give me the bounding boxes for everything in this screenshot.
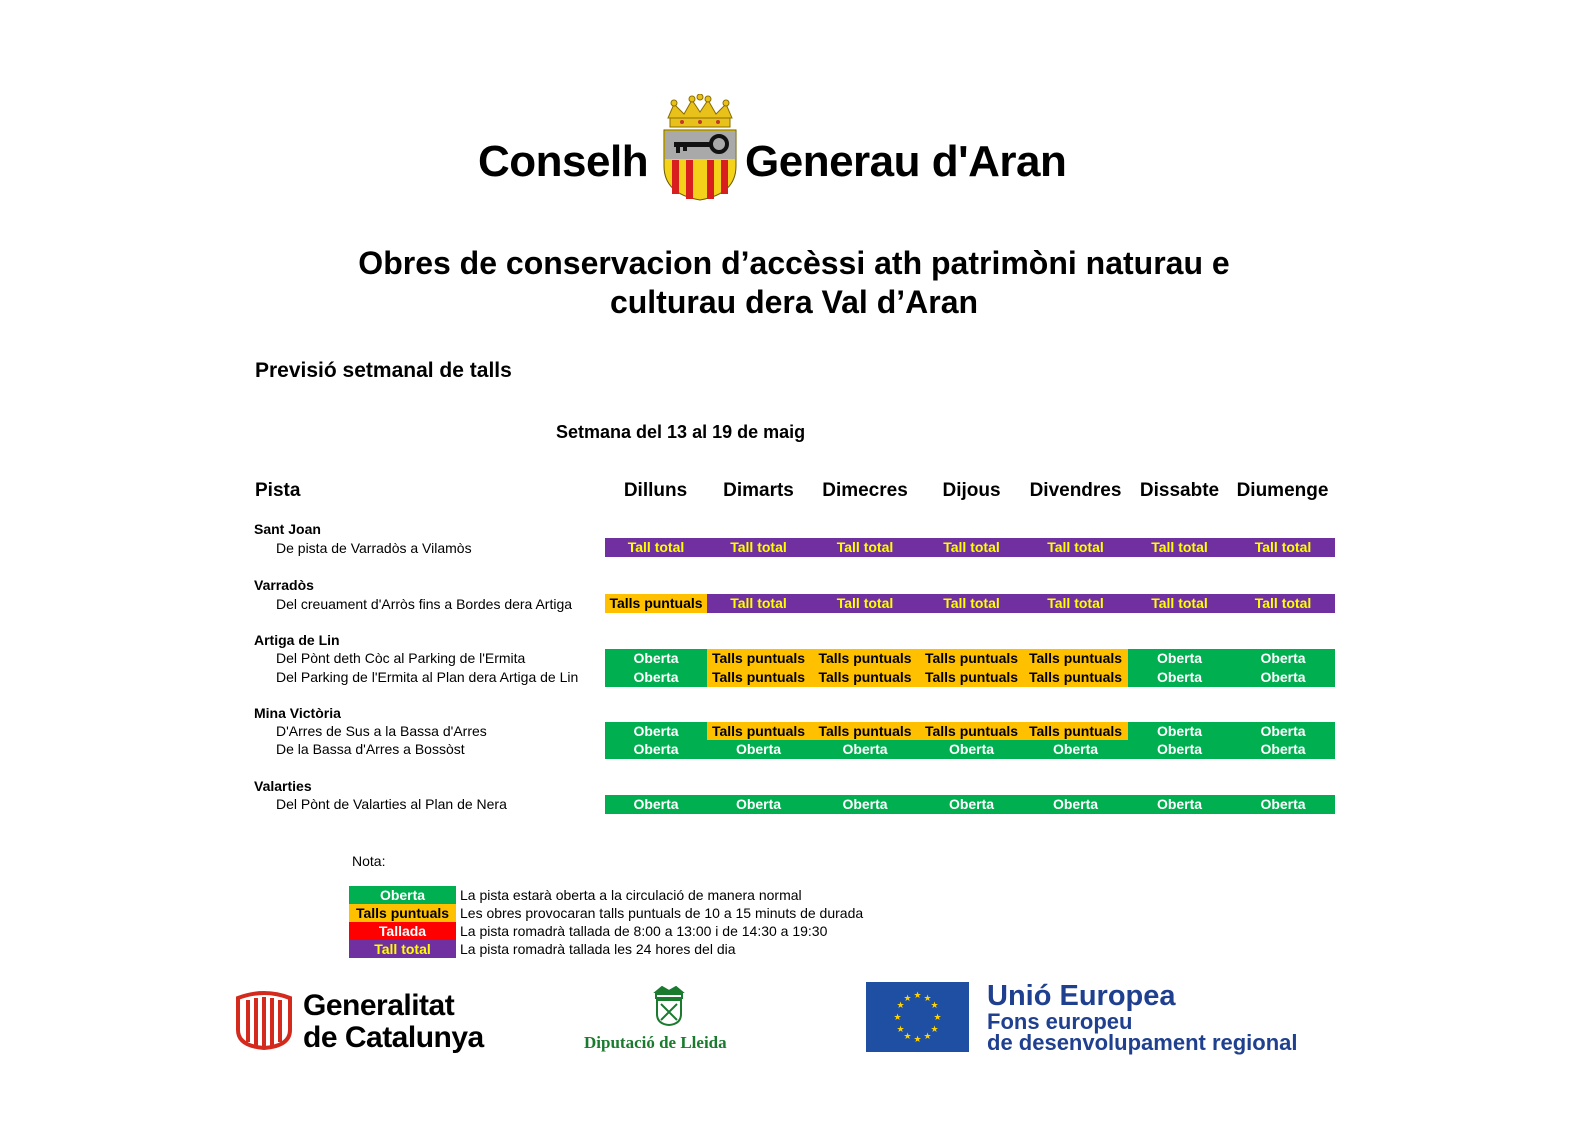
svg-text:★: ★ [930, 1025, 939, 1035]
status-cell: Oberta [605, 740, 707, 759]
status-cell: Talls puntuals [707, 668, 810, 687]
diputacio-emblem-icon [652, 986, 686, 1026]
status-cell: Oberta [605, 722, 707, 741]
generalitat-emblem-icon [234, 990, 294, 1050]
legend-swatch-talls-puntuals: Talls puntuals [349, 904, 456, 922]
day-header: Divendres [1029, 480, 1122, 501]
eu-flag-icon [866, 982, 969, 1052]
legend-swatch-oberta: Oberta [349, 886, 456, 904]
svg-text:★: ★ [903, 1032, 912, 1042]
day-header: Dimecres [822, 480, 908, 501]
svg-text:★: ★ [896, 1001, 905, 1011]
row-label: Del Pònt deth Còc al Parking de l'Ermita [276, 650, 526, 666]
group-title: Artiga de Lin [254, 632, 340, 648]
status-cell: Tall total [605, 538, 707, 557]
legend-swatch-tall-total: Tall total [349, 940, 456, 958]
status-cell: Talls puntuals [810, 668, 920, 687]
status-cell: Oberta [605, 795, 707, 814]
legend-text: Les obres provocaran talls puntuals de 10 a 15 minuts de durada [460, 905, 864, 921]
row-label: D'Arres de Sus a la Bassa d'Arres [276, 723, 487, 739]
status-cell: Tall total [707, 538, 810, 557]
status-cell: Oberta [1023, 740, 1128, 759]
status-cell: Oberta [1128, 649, 1231, 668]
day-header: Diumenge [1236, 480, 1329, 501]
status-cell: Talls puntuals [810, 649, 920, 668]
coat-of-arms-icon [656, 94, 744, 204]
status-cell: Oberta [1231, 740, 1335, 759]
status-cell: Talls puntuals [707, 649, 810, 668]
status-cell: Talls puntuals [1023, 649, 1128, 668]
svg-text:★: ★ [913, 1035, 922, 1045]
status-cell: Oberta [1128, 668, 1231, 687]
svg-text:★: ★ [933, 1013, 942, 1023]
day-header: Dijous [942, 480, 1001, 501]
status-cell: Oberta [920, 740, 1023, 759]
week-label: Setmana del 13 al 19 de maig [556, 422, 806, 442]
svg-text:★: ★ [930, 1001, 939, 1011]
status-cell: Tall total [707, 594, 810, 613]
status-cell: Oberta [920, 795, 1023, 814]
status-cell: Tall total [1128, 594, 1231, 613]
eu-fund-line2: de desenvolupament regional [987, 1030, 1298, 1055]
row-label: De la Bassa d'Arres a Bossòst [276, 741, 465, 757]
status-cell: Oberta [605, 668, 707, 687]
status-cell: Tall total [920, 594, 1023, 613]
generalitat-line1: Generalitat [303, 989, 455, 1022]
status-cell: Tall total [1023, 594, 1128, 613]
status-cell: Tall total [1128, 538, 1231, 557]
group-title: Mina Victòria [254, 705, 341, 721]
group-title: Sant Joan [254, 521, 321, 537]
svg-text:★: ★ [903, 994, 912, 1004]
status-cell: Talls puntuals [1023, 722, 1128, 741]
status-cell: Oberta [1231, 795, 1335, 814]
svg-text:★: ★ [913, 991, 922, 1001]
row-label: De pista de Varradòs a Vilamòs [276, 540, 472, 556]
legend-text: La pista romadrà tallada de 8:00 a 13:00 i de 14:30 a 19:30 [460, 923, 828, 939]
status-cell: Oberta [1128, 740, 1231, 759]
diputacio-name: Diputació de Lleida [584, 1033, 727, 1052]
status-cell: Tall total [810, 538, 920, 557]
day-header: Dilluns [623, 480, 688, 501]
status-cell: Oberta [810, 795, 920, 814]
status-cell: Talls puntuals [1023, 668, 1128, 687]
status-cell: Oberta [707, 740, 810, 759]
status-cell: Talls puntuals [707, 722, 810, 741]
status-cell: Oberta [1231, 668, 1335, 687]
group-title: Varradòs [254, 577, 314, 593]
status-cell: Oberta [810, 740, 920, 759]
status-cell: Oberta [707, 795, 810, 814]
status-cell: Oberta [1023, 795, 1128, 814]
eu-flag [866, 982, 969, 1052]
row-label: Del creuament d'Arròs fins a Bordes dera Artiga [276, 596, 573, 612]
legend-text: La pista estarà oberta a la circulació de manera normal [460, 887, 802, 903]
status-cell: Talls puntuals [920, 722, 1023, 741]
org-name-right: Generau d'Aran [745, 137, 1067, 186]
day-header: Dimarts [723, 480, 794, 501]
generalitat-line2: de Catalunya [303, 1021, 484, 1054]
status-cell: Tall total [920, 538, 1023, 557]
status-cell: Tall total [1231, 594, 1335, 613]
row-label: Del Pònt de Valarties al Plan de Nera [276, 796, 507, 812]
legend-text: La pista romadrà tallada les 24 hores del dia [460, 941, 736, 957]
status-cell: Oberta [1231, 722, 1335, 741]
svg-text:★: ★ [893, 1013, 902, 1023]
status-cell: Tall total [810, 594, 920, 613]
svg-text:★: ★ [923, 994, 932, 1004]
section-subtitle: Previsió setmanal de talls [255, 359, 512, 382]
status-cell: Tall total [1231, 538, 1335, 557]
svg-text:★: ★ [923, 1032, 932, 1042]
status-cell: Tall total [1023, 538, 1128, 557]
group-title: Valarties [254, 778, 312, 794]
status-cell: Oberta [1128, 795, 1231, 814]
status-cell: Oberta [1128, 722, 1231, 741]
legend-nota: Nota: [352, 853, 386, 869]
status-cell: Talls puntuals [605, 594, 707, 613]
page-title-line2: culturau dera Val d’Aran [609, 284, 979, 320]
day-header: Dissabte [1139, 480, 1220, 501]
generalitat-logo [234, 990, 294, 1050]
org-name-left: Conselh [478, 137, 649, 186]
eu-title: Unió Europea [987, 980, 1176, 1012]
status-cell: Talls puntuals [920, 649, 1023, 668]
status-cell: Oberta [605, 649, 707, 668]
pista-header: Pista [255, 480, 301, 501]
aran-coat-of-arms [656, 94, 744, 204]
eu-fund-line1: Fons europeu [987, 1009, 1133, 1034]
status-cell: Oberta [1231, 649, 1335, 668]
diputacio-logo [652, 986, 686, 1026]
status-cell: Talls puntuals [920, 668, 1023, 687]
row-label: Del Parking de l'Ermita al Plan dera Artiga de Lin [276, 669, 579, 685]
svg-text:★: ★ [896, 1025, 905, 1035]
page-title-line1: Obres de conservacion d’accèssi ath patrimòni naturau e [358, 245, 1230, 281]
status-cell: Talls puntuals [810, 722, 920, 741]
legend-swatch-tallada: Tallada [349, 922, 456, 940]
